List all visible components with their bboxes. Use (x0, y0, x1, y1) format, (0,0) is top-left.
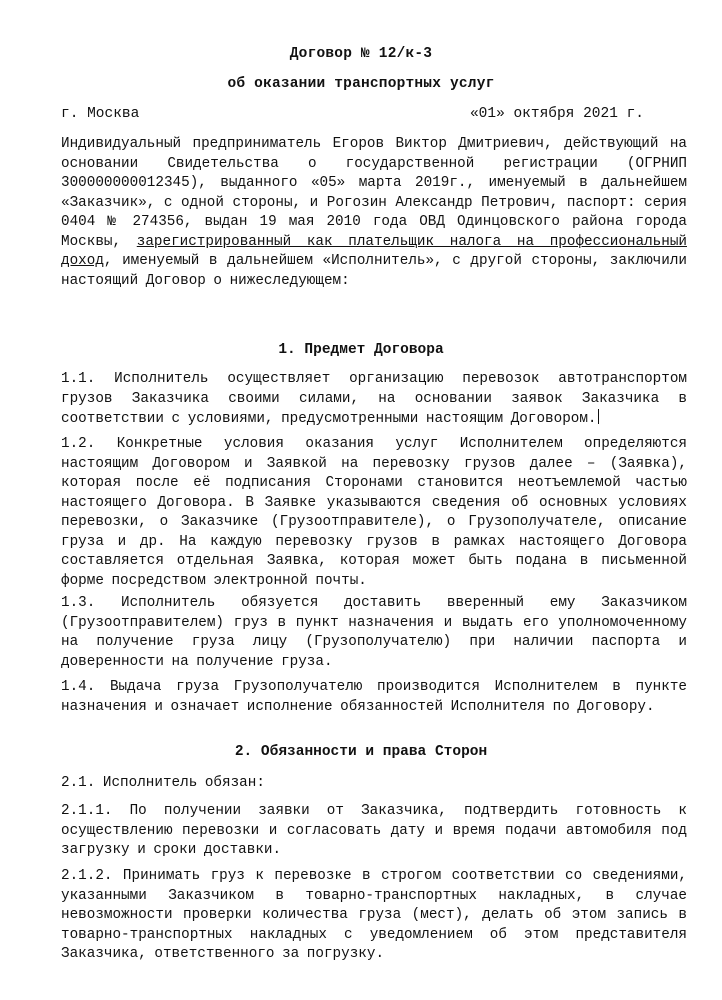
clause-1-1 (61, 370, 687, 430)
clause-1-2: 1.2. Конкретные условия оказания услуг Исполнителем определяются настоящим Договором и Заявкой на перевозку грузов далее – (Заявка), которая после её подписания Сторонами становится неотъемлемой частью настоящего Договора. В Заявке указываются сведения об основных условиях перевозки, о Заказчике (Грузоотправителе), о Грузополучателе, описание груза и др. На каждую перевозку грузов в рамках настоящего Договора составляется отдельная Заявка, которая может быть подана в письменной форме посредством электронной почты. (61, 436, 687, 589)
clause-2-1: 2.1. Исполнитель обязан: (61, 775, 265, 791)
contract-title: Договор № 12/к-3 (289, 46, 433, 62)
clause-1-4: 1.4. Выдача груза Грузополучателю производится Исполнителем в пункте назначения и означает исполнение обязанностей Исполнителя по Договору. (61, 679, 687, 715)
clause-2-1-1: 2.1.1. По получении заявки от Заказчика, подтвердить готовность к осуществлению перевозки и согласовать дату и время подачи автомобиля под загрузку и сроки доставки. (61, 803, 687, 858)
clause-2-1-2: 2.1.2. Принимать груз к перевозке в строгом соответствии со сведениями, указанными Заказчиком в товарно-транспортных накладных, в случае невозможности проверки количества груза (мест), делать об этом запись в товарно-транспортных накладных с уведомлением об этом представителя Заказчика, ответственного за погрузку. (61, 868, 687, 962)
contract-place: г. Москва (61, 106, 140, 122)
preamble-text-start: Индивидуальный предприниматель Егоров Виктор Дмитриевич, действующий на основании Свидетельства о государственной регистрации (ОГРНИП 300000000012345), выданного «05» марта 2019г., именуемый в дальнейшем «Заказчик», с одной стороны, и Рогозин Александр Петрович, паспорт: серия 0404 № 274356, выдан 19 мая 2010 года ОВД Одинцовского района города Москвы, (61, 136, 687, 250)
section-1-heading: 1. Предмет Договора (278, 342, 444, 358)
contract-subtitle: об оказании транспортных услуг (227, 76, 495, 92)
contract-date: «01» октября 2021 г. (469, 106, 644, 122)
text-cursor (598, 409, 599, 424)
clause-1-1-text: 1.1. Исполнитель осуществляет организацию перевозок автотранспортом грузов Заказчика своими силами, на основании заявок Заказчика в соответствии с условиями, предусмотренными настоящим Договором. (61, 371, 687, 427)
preamble-text-end: , именуемый в дальнейшем «Исполнитель», с другой стороны, заключили настоящий Договор о нижеследующем: (61, 253, 687, 289)
preamble-underlined-text: зарегистрированный как плательщик налога на профессиональный доход (61, 233, 687, 269)
preamble-paragraph (61, 135, 687, 291)
clause-1-3: 1.3. Исполнитель обязуется доставить вверенный ему Заказчиком (Грузоотправителем) груз в пункт назначения и выдать его уполномоченному на получение груза лицу (Грузополучателю) при наличии паспорта и доверенности на получение груза. (61, 595, 687, 670)
section-2-heading: 2. Обязанности и права Сторон (234, 744, 488, 760)
